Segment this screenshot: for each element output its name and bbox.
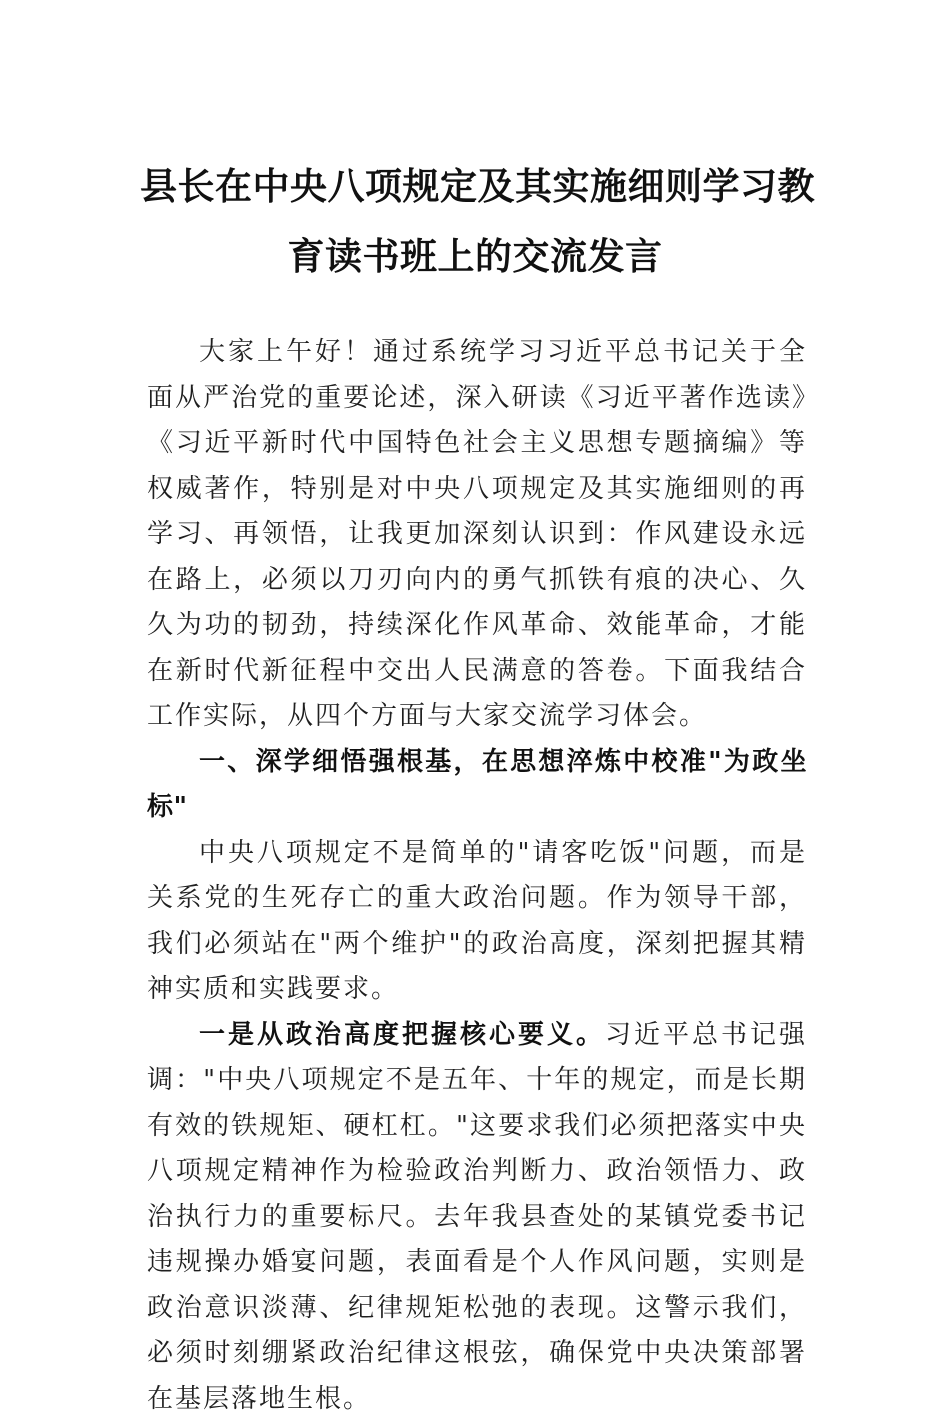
document-title-line-2: 育读书班上的交流发言 <box>140 236 810 276</box>
section-1-point-1-paragraph <box>147 1013 807 1422</box>
point-1-lead-sentence: 一是从政治高度把握核心要义。 <box>199 1020 605 1050</box>
section-1-intro-paragraph: 中央八项规定不是简单的"请客吃饭"问题，而是关系党的生死存亡的重大政治问题。作为领导干部，我们必须站在"两个维护"的政治高度，深刻把握其精神实质和实践要求。 <box>147 831 807 1013</box>
section-heading-1: 一、深学细悟强根基，在思想淬炼中校准"为政坐标" <box>147 740 807 831</box>
point-1-body-text: 习近平总书记强调："中央八项规定不是五年、十年的规定，而是长期有效的铁规矩、硬杠杠。"这要求我们必须把落实中央八项规定精神作为检验政治判断力、政治领悟力、政治执行力的重要标尺。去年我县查处的某镇党委书记违规操办婚宴问题，表面看是个人作风问题，实则是政治意识淡薄、纪律规矩松弛的表现。这警示我们，必须时刻绷紧政治纪律这根弦，确保党中央决策部署在基层落地生根。 <box>147 1020 807 1414</box>
document-title-line-1: 县长在中央八项规定及其实施细则学习教 <box>140 166 810 206</box>
opening-paragraph: 大家上午好！通过系统学习习近平总书记关于全面从严治党的重要论述，深入研读《习近平著作选读》《习近平新时代中国特色社会主义思想专题摘编》等权威著作，特别是对中央八项规定及其实施细则的再学习、再领悟，让我更加深刻认识到：作风建设永远在路上，必须以刀刃向内的勇气抓铁有痕的决心、久久为功的韧劲，持续深化作风革命、效能革命，才能在新时代新征程中交出人民满意的答卷。下面我结合工作实际，从四个方面与大家交流学习体会。 <box>147 330 807 740</box>
document-body <box>147 330 807 1422</box>
